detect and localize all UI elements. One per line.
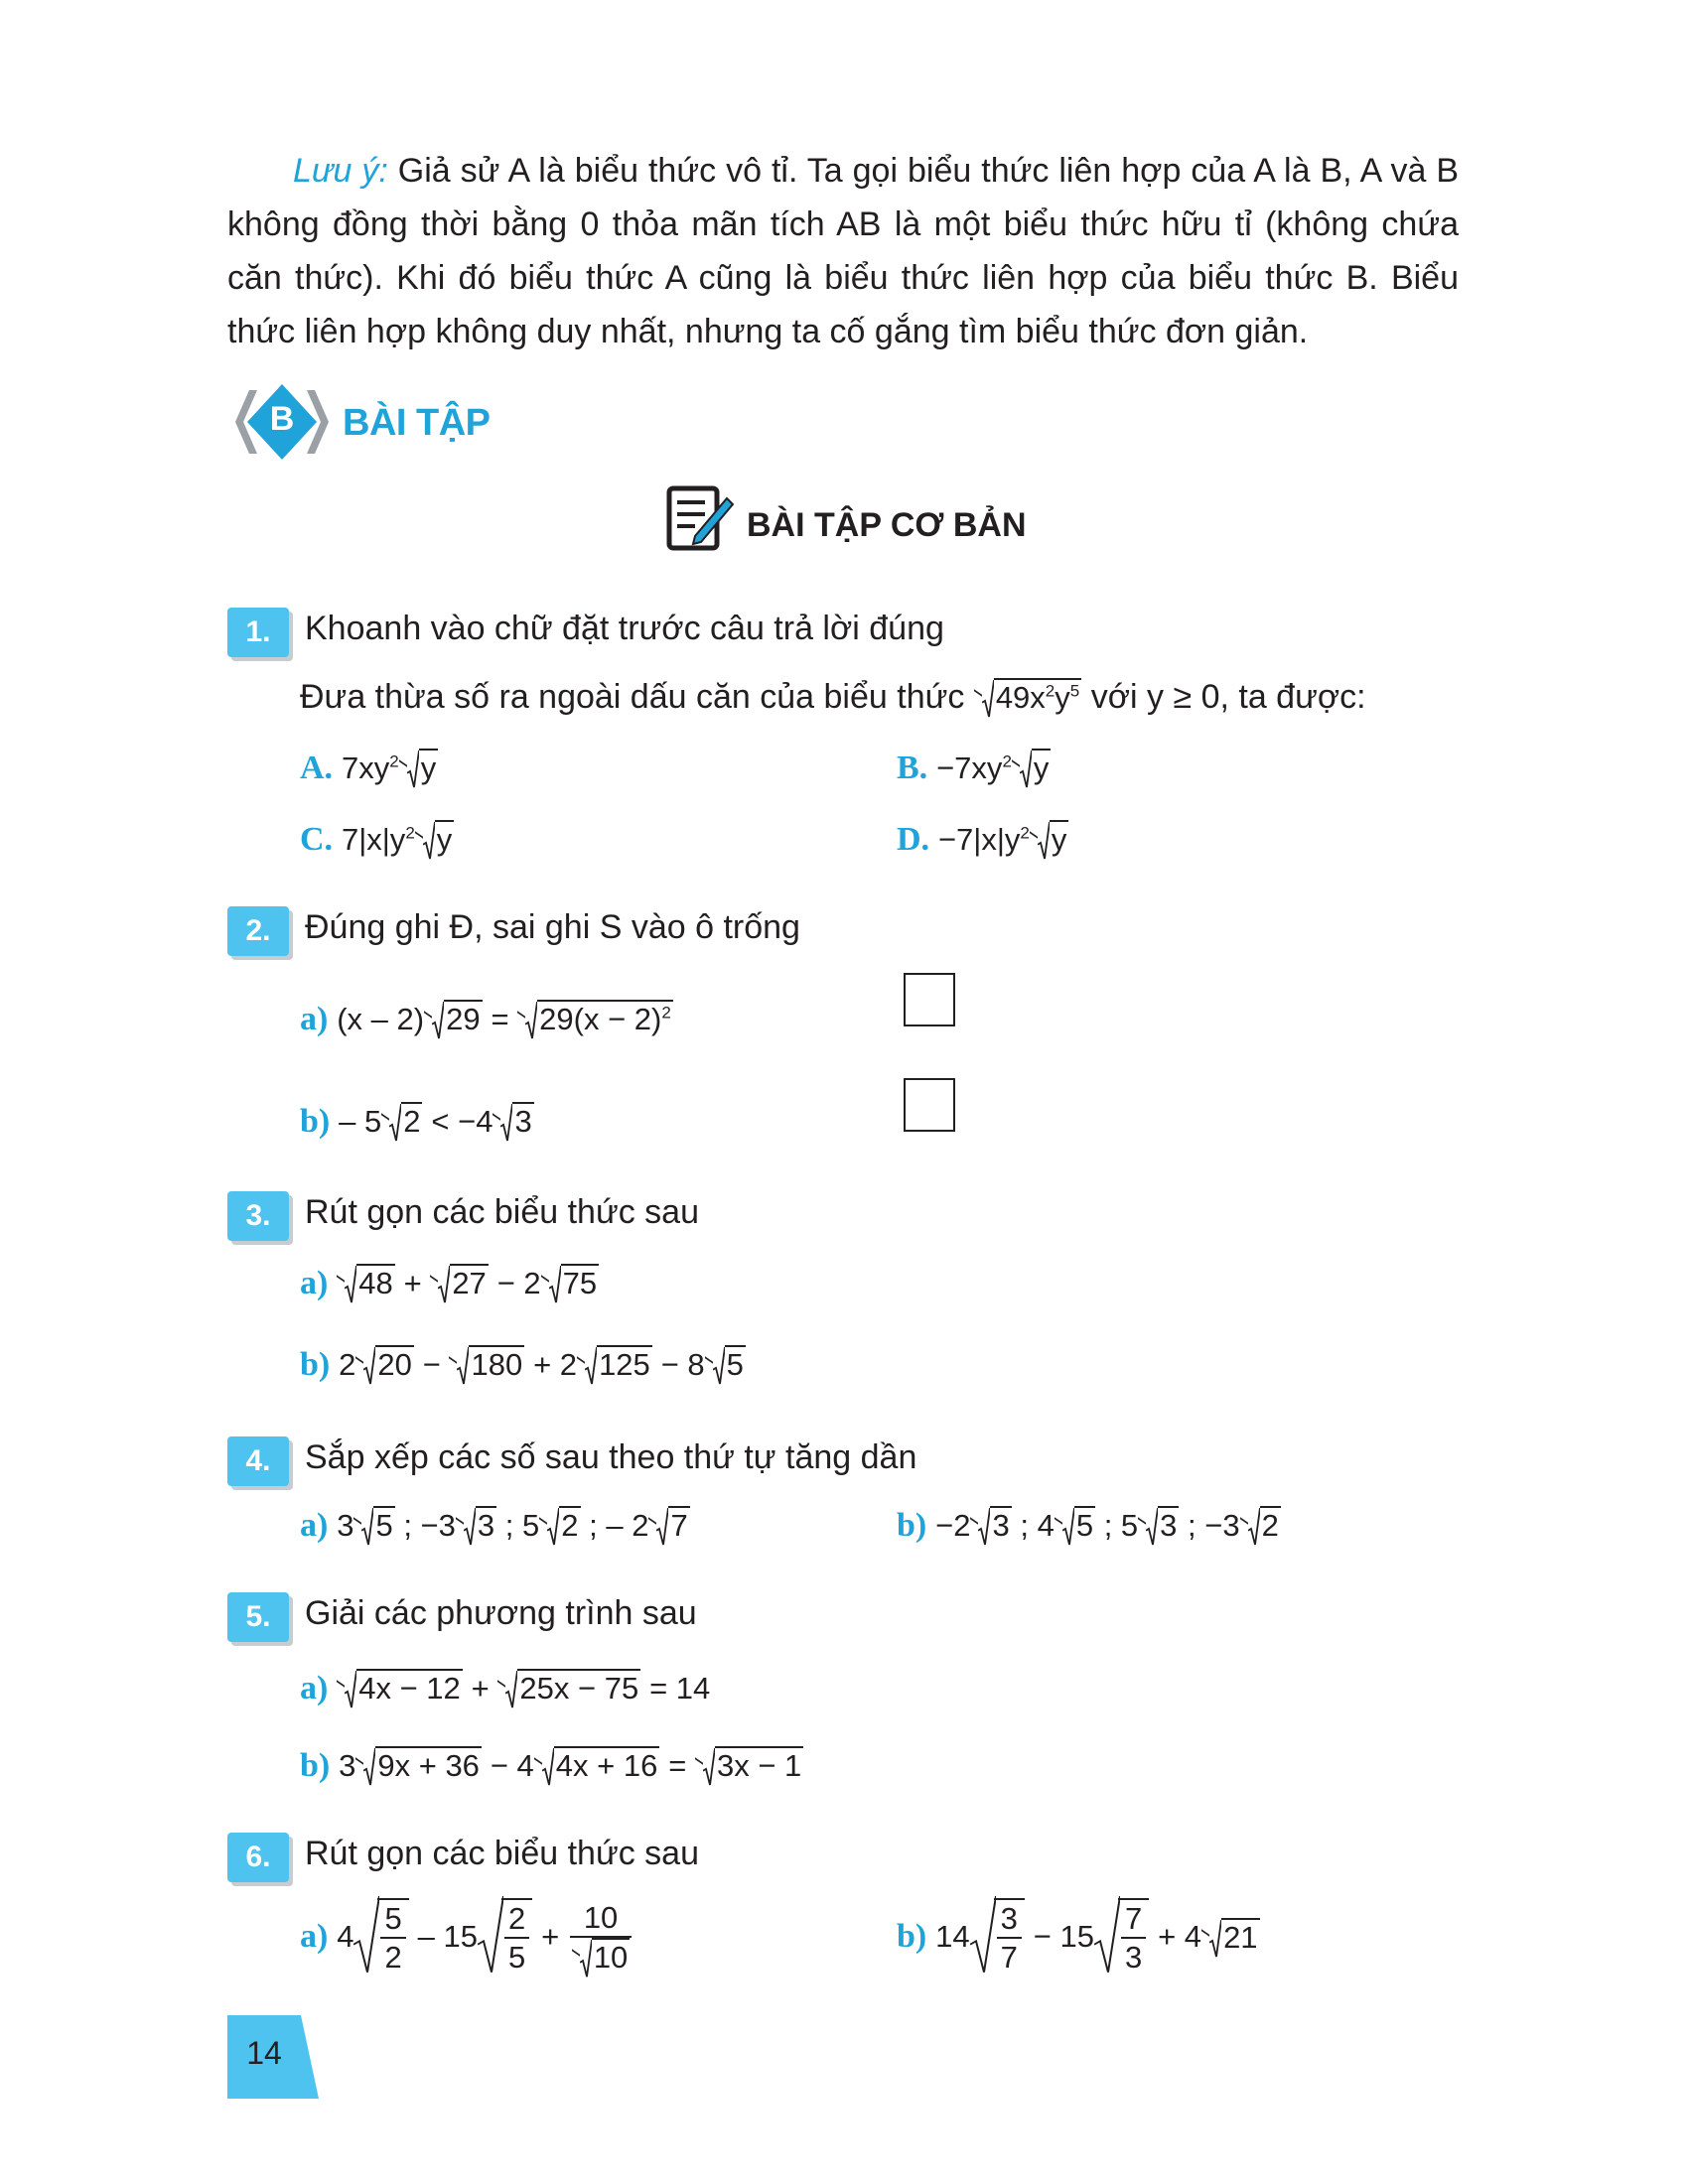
option-c: C. $7|x|y^2$ y xyxy=(300,821,453,858)
exercise-5a: a) 4x − 12 + 25x − 75 = 14 xyxy=(300,1670,711,1706)
exercise-3b: b) 2 20 − 180 + 2 125 − 8 5 xyxy=(300,1346,744,1383)
exercise-number: 6. xyxy=(227,1833,289,1882)
page-number: 14 xyxy=(246,2035,282,2071)
item-label: b) xyxy=(300,1747,331,1784)
item-label: a) xyxy=(300,1265,329,1301)
option-label: D. xyxy=(897,821,930,858)
item-label: a) xyxy=(300,1001,329,1037)
exercise-text: Rút gọn các biểu thức sau xyxy=(305,1193,699,1231)
option-a: A. $7xy^2$ y xyxy=(300,750,437,786)
exercise-3a: a) 48 + 27 − 2 75 xyxy=(300,1265,598,1301)
exercise-6a: a) 4 $\frac{5}{2}$ – 15 $\frac{2}{5}$ + $\frac{10}{10}$ xyxy=(300,1898,633,1976)
exercise-text: Sắp xếp các số sau theo thứ tự tăng dần xyxy=(305,1438,917,1476)
option-d: D. $-7|x|y^2$ y xyxy=(897,821,1067,858)
option-label: C. xyxy=(300,821,334,858)
note-label: Lưu ý: xyxy=(293,152,388,190)
subsection-title: BÀI TẬP CƠ BẢN xyxy=(747,506,1027,544)
exercise-text: Rút gọn các biểu thức sau xyxy=(305,1835,699,1872)
item-label: b) xyxy=(300,1103,331,1140)
exercise-4b: b) −2 3 ; 4 5 ; 5 3 ; −3 2 xyxy=(897,1507,1279,1544)
item-label: b) xyxy=(300,1346,331,1383)
item-label: a) xyxy=(300,1918,329,1956)
option-label: B. xyxy=(897,750,928,786)
item-label: b) xyxy=(897,1507,927,1544)
exercise-number: 4. xyxy=(227,1436,289,1486)
exercise-2a: a) (x – 2) 29 = $29(x - 2)^2$ xyxy=(300,1001,671,1037)
exercise-2b: b) – 5 2 < −4 3 xyxy=(300,1103,532,1140)
exercise-number: 1. xyxy=(227,608,289,657)
sqrt-expression: $49x^2y^5$ xyxy=(974,678,1081,716)
exercise-1-prompt xyxy=(300,678,1366,717)
section-b-badge xyxy=(227,382,337,462)
option-label: A. xyxy=(300,750,334,786)
item-label: a) xyxy=(300,1507,329,1544)
exercise-5b: b) 3 9x + 36 − 4 4x + 16 = 3x − 1 xyxy=(300,1747,802,1784)
note-paragraph xyxy=(227,144,1459,358)
exercise-4a: a) 3 5 ; −3 3 ; 5 2 ; – 2 7 xyxy=(300,1507,688,1544)
edit-list-icon xyxy=(665,484,735,554)
exercise-number: 3. xyxy=(227,1191,289,1241)
prompt-pre: Đưa thừa số ra ngoài dấu căn của biểu thức xyxy=(300,678,965,716)
item-label: a) xyxy=(300,1670,329,1706)
option-b: B. $-7xy^2$ y xyxy=(897,750,1050,786)
page-number-tab xyxy=(227,2015,319,2099)
item-label: b) xyxy=(897,1918,927,1956)
section-letter: B xyxy=(269,400,295,438)
exercise-text: Khoanh vào chữ đặt trước câu trả lời đúng xyxy=(305,610,944,647)
note-text: Giả sử A là biểu thức vô tỉ. Ta gọi biểu thức liên hợp của A là B, A và B không đồng thời bằng 0 thỏa mãn tích AB là một biểu thức hữu tỉ (không chứa căn thức). Khi đó biểu thức A cũng là biểu thức liên hợp của biểu thức B. Biểu thức liên hợp không duy nhất, nhưng ta cố gắng tìm biểu thức đơn giản. xyxy=(227,152,1460,350)
answer-box[interactable] xyxy=(904,973,955,1026)
exercise-number: 2. xyxy=(227,906,289,956)
exercise-text: Đúng ghi Đ, sai ghi S vào ô trống xyxy=(305,908,800,946)
answer-box[interactable] xyxy=(904,1078,955,1132)
exercise-number: 5. xyxy=(227,1592,289,1642)
prompt-post: với y ≥ 0, ta được: xyxy=(1090,678,1366,716)
exercise-text: Giải các phương trình sau xyxy=(305,1594,697,1632)
exercise-6b: b) 14 $\frac{3}{7}$ − 15 $\frac{7}{3}$ + 4 21 xyxy=(897,1898,1260,1976)
section-title: BÀI TẬP xyxy=(343,402,491,444)
